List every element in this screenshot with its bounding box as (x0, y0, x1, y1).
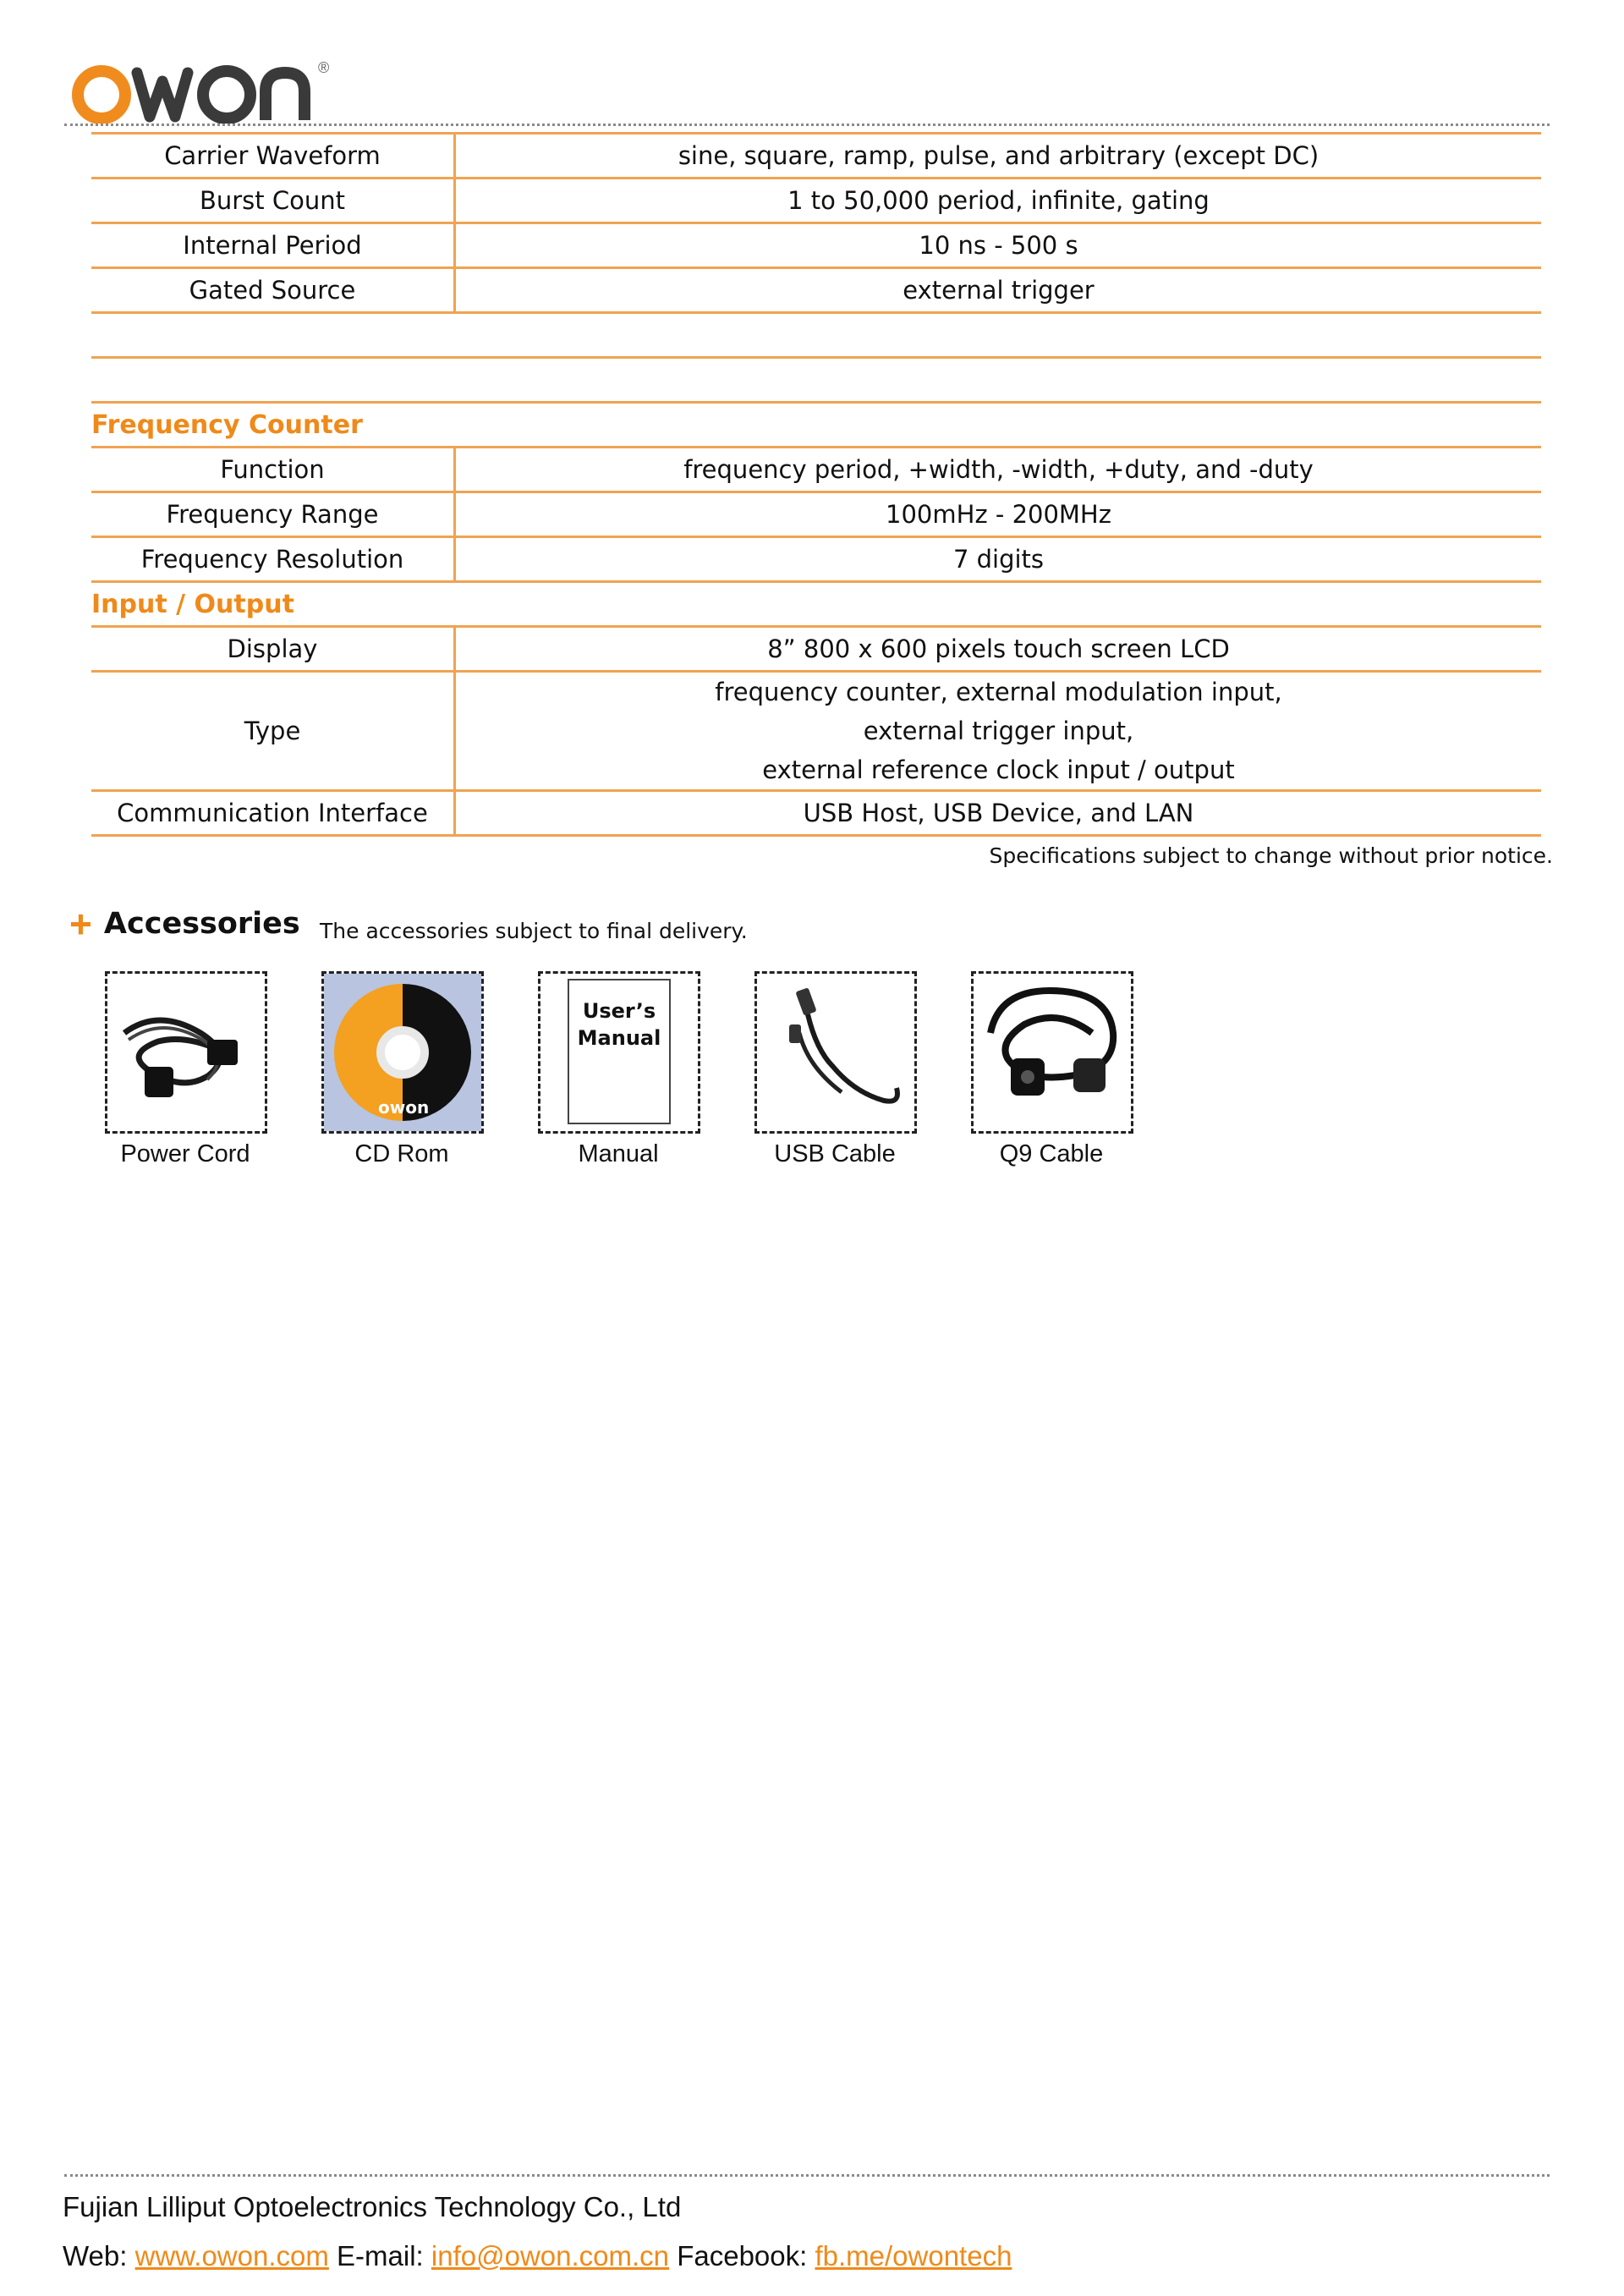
accessory-label: Q9 Cable (999, 1140, 1104, 1167)
spec-label: Frequency Range (91, 492, 455, 537)
table-row (91, 791, 1541, 836)
accessory-image-box (321, 971, 484, 1134)
email-link[interactable]: info@owon.com.cn (431, 2240, 670, 2271)
accessory-label: Manual (578, 1140, 659, 1167)
q9-cable-icon (974, 974, 1131, 1131)
accessory-image-box (754, 971, 917, 1134)
type-line: external trigger input, (863, 717, 1134, 745)
section-heading-row (91, 582, 1541, 627)
accessories-heading (69, 902, 300, 946)
accessory-image-box (971, 971, 1133, 1134)
accessory-label: Power Cord (120, 1140, 250, 1167)
footer-divider (64, 2174, 1550, 2177)
accessories-note: The accessories subject to final delivery. (320, 919, 748, 943)
owon-logo (69, 56, 329, 124)
registered-mark: ® (318, 59, 330, 76)
spec-value: 8” 800 x 600 pixels touch screen LCD (767, 634, 1230, 663)
frequency-counter-heading: Frequency Counter (91, 409, 363, 440)
web-label: Web: (63, 2240, 128, 2271)
accessories-title: Accessories (103, 907, 300, 941)
manual-icon (568, 979, 671, 1124)
spec-label: Burst Count (91, 179, 455, 223)
blank-row (91, 313, 1541, 358)
footer-contact (63, 2240, 1012, 2272)
table-row (91, 179, 1541, 223)
accessory-image-box (538, 971, 700, 1134)
accessory-manual (538, 971, 699, 1167)
spec-value: sine, square, ramp, pulse, and arbitrary (except DC) (678, 141, 1320, 170)
cd-brand: owon (378, 1097, 430, 1118)
manual-cover-line: Manual (577, 1026, 661, 1050)
table-row (91, 448, 1541, 492)
accessory-power-cord (105, 971, 266, 1167)
facebook-link[interactable]: fb.me/owontech (815, 2240, 1012, 2271)
spec-label: Display (91, 627, 455, 672)
spec-label: Carrier Waveform (91, 134, 455, 179)
email-label: E-mail: (337, 2240, 424, 2271)
accessory-label: CD Rom (354, 1140, 449, 1167)
spec-value: 10 ns - 500 s (919, 231, 1078, 260)
table-row (91, 492, 1541, 537)
cd-hole (376, 1026, 429, 1079)
spec-value-multiline (455, 672, 1542, 791)
table-row (91, 223, 1541, 268)
spec-table (91, 132, 1541, 837)
spec-label: Internal Period (91, 223, 455, 268)
accessory-q9-cable (971, 971, 1132, 1167)
section-heading-row (91, 403, 1541, 448)
spec-label: Function (91, 448, 455, 492)
spec-value: frequency period, +width, -width, +duty, and -duty (683, 455, 1314, 484)
spec-value: 7 digits (952, 545, 1045, 574)
header-divider (64, 124, 1550, 126)
spec-value: USB Host, USB Device, and LAN (803, 799, 1194, 827)
table-row (91, 537, 1541, 582)
owon-logo-icon (69, 56, 315, 124)
spec-label: Frequency Resolution (91, 537, 455, 582)
plus-icon: + (69, 902, 92, 946)
spec-value: 1 to 50,000 period, infinite, gating (787, 186, 1210, 215)
table-row (91, 134, 1541, 179)
input-output-heading: Input / Output (91, 589, 294, 619)
power-cord-icon (107, 974, 265, 1131)
table-row (91, 627, 1541, 672)
manual-cover-line: User’s (582, 999, 656, 1023)
manual-cover-title (569, 997, 669, 1052)
web-link[interactable]: www.owon.com (134, 2240, 329, 2271)
footer-company: Fujian Lilliput Optoelectronics Technology Co., Ltd (63, 2191, 682, 2222)
type-line: frequency counter, external modulation input, (715, 678, 1282, 706)
usb-cable-icon (757, 974, 914, 1131)
accessory-cd-rom (321, 971, 482, 1167)
spec-label: Type (91, 672, 455, 791)
spec-value: 100mHz - 200MHz (886, 500, 1111, 529)
spec-value: external trigger (903, 276, 1095, 305)
table-row (91, 672, 1541, 791)
accessory-label: USB Cable (774, 1140, 896, 1167)
spec-notice: Specifications subject to change without prior notice. (989, 843, 1553, 868)
accessory-image-box (105, 971, 267, 1134)
accessory-usb-cable (754, 971, 915, 1167)
facebook-label: Facebook: (677, 2240, 808, 2271)
spec-label: Communication Interface (91, 791, 455, 836)
spec-label: Gated Source (91, 268, 455, 313)
type-line: external reference clock input / output (762, 755, 1235, 784)
table-row (91, 268, 1541, 313)
blank-row (91, 358, 1541, 403)
